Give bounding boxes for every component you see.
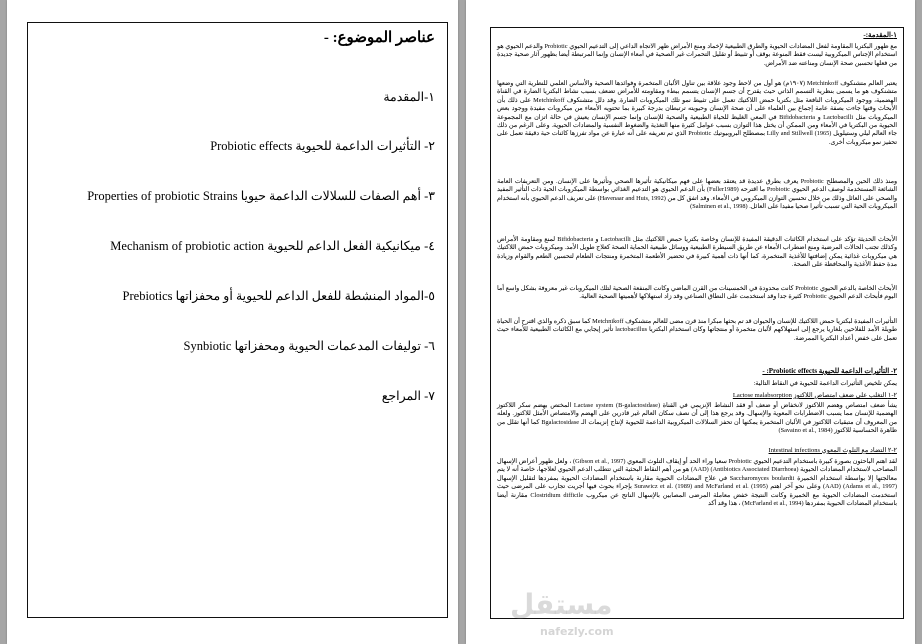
intro-paragraph-6: التأثيرات المفيدة لبكتريا حمض اللاكتيك للإنسان والحيوان قد تم بحثها مبكرا منذ قرن مضى للعالم متشنكوف Metchnikoff كما سبق ذكره والذي اقترح أن الحياة طويلة الأمد للفلاحين بلغاريا يرجع إلى استهلاكهم لألبان متخمرة أو منتجاتها وكان استخدام البكتريا lactobacillus تأثير إيجابي مع الكائنات الطبيعية للأمعاء حيث تعمل على خفض أعداد البكتريا الممرضة. (497, 318, 897, 342)
toc-item-en: Synbiotic (183, 339, 232, 353)
toc-item-prebiotics (123, 288, 435, 304)
watermark-logo: مستقل (510, 588, 613, 621)
toc-item-strain-properties (87, 188, 435, 204)
toc-item-en: Probiotic effects (210, 139, 293, 153)
infections-paragraph: لقد اهتم الباحثون بصورة كبيرة باستخدام التدعيم الحيوي Probiotic سعيا وراء الحد أو إيقاف التلوث المعوي (Gibson et al., 1997) ، ولعل ظهور أعراض الإسهال المصاحب لاستخدام المضادات الحيوية (Antibiotics Associated Diarrhoea) (AAD) هو من أهم النقاط البحثية التي تتطلب الدعم الحيوي لعلاجها، خاصة أنه لا يتم معالجتها إلا بواسطة استخدام الخميرة Saccharomyces boulardii في علاج المضادات الحيوية مقارنة باستخدام المضادات الحيوية بمفردها لتقليل الإسهال (Adams et al., 1997) (AAD) وعلى نحو آخر اهتم Surawicz et al. (1989) and McFarland et al. (1995) بإجراء بحوث فيها أجريت تجارب على المرضى حيث استخدمت المضادات الحيوية مع الخميرة وكانت النتيجة خفض معاملة المرضى المصابين بالإسهال الناتج عن ميكروب Clostridium difficile مقارنة أيضا باستخدام المضادات الحيوية بمفردها (McFarland et al., 1994) ، هذا وقد أكد (497, 458, 897, 508)
intro-paragraph-1: مع ظهور البكتريا المقاومة لفعل المضادات الحيوية والطرق الطبيعية لإخماد ومنع الأمراض ظهر الاتجاه الداعي إلى التدعيم الحيوي Probiotic والدعم الحيوي هو استخدام الإجناس الميكروبية ليست فقط المنوعة بوقف أو تثبيط أو تقليل التحمرات غير الصحية في أمعاء الإنسان وإنما المرتبطة أيضا بظهور آثار صحية جديدة من فعلها تحسين صحة الإنسان ومناعته ضد الأمراض. (497, 43, 897, 67)
intro-paragraph-3: ومنذ ذلك الحين والمصطلح Probiotic يعرف بطرق عديدة قد يعتقد بعضها على فهم ميكانيكية تأثيرها الصحي وتأثيرها على الإنسان. ومن التعريفات العامة الشائعة المستخدمة لوصف الدعم الحيوي Probiotic ما اقترحه (Fuller1989) بأن الدعم الحيوي هو التدعيم الغذائي بواسطة الميكروبات الحية ذات التأثير المفيد والصحي على العائل وذلك من خلال تحسين التوازن الميكروبي في الأمعاء. وقد اتفق كل من (Havenaar and Huis, 1992) على تعريف الدعم الحيوي بأنه استخدام الميكروبات الحية التي تسبب تأثيرا صحيا مفيدا على العائل. (Salminen et al., 1998) (497, 178, 898, 211)
left-page-border (27, 22, 448, 618)
watermark-url: nafezly.com (540, 625, 614, 638)
right-document-page (466, 0, 915, 644)
effects-intro-paragraph: يمكن تلخيص التأثيرات الداعمة للحيوية في النقاط التالية: (753, 380, 897, 387)
left-document-page (7, 0, 458, 644)
toc-item-en: Prebiotics (122, 289, 173, 303)
right-page-border (490, 27, 904, 619)
toc-item-ar: ٤- ميكانيكية الفعل الداعم للحيوية (267, 239, 435, 253)
toc-item-introduction: ١-المقدمة (383, 90, 435, 104)
toc-item-probiotic-effects (210, 138, 435, 154)
section-heading-introduction: ١-المقدمة:- (863, 31, 897, 39)
toc-item-references: ٧- المراجع (381, 389, 435, 403)
section-heading-probiotic-effects: ٢- التأثيرات الداعمة للحيوية Probiotic effects: - (762, 367, 897, 375)
intro-paragraph-2: يعتبر العالم متشنكوف Metchinkoff (١٩٠٧م) هو أول من لاحظ وجود علاقة بين تناول الألبان المتخمرة وفوائدها الصحية والأساس العلمي للنظرية التي وضعها متشنكوف هو ما يسمى بنظرية التسمم الذاتي حيث يقترح أن جسم الإنسان يتسمم ببطء ومقاومته للأمراض تضعف بسبب نشاط البكتريا الضارة في القناة الهضمية، ووجود الميكروبات النافعة مثل بكتريا حمض اللاكتيك تعمل على تثبيط نمو تلك الميكروبات الضارة. وقد دلل متشنكوف Metchinkoff على ذلك بأن الأبحاث وقتها جاءت بصفة عامة إجماع بين العلماء على أن صحة الإنسان وحيويته ترتبطان بدرجة كبيرة بما تحتويه الأمعاء من ميكروبات مفيدة ووجود بعض الميكروبات مثل Lactobacilli و Bifidobacteria في المعي الغليظ للحياة الطبيعية والصحية للإنسان وإنما جسم الإنسان يعيش في حالة اتزان مع المجموعة الحيوية من البكتريا في الأمعاء ومن الممكن أن يختل هذا التوازن بسبب عوامل كثيرة منها التغذية والضغوط النفسية والمضادات الحيوية. وعلى الرغم من ذلك جاء العالم ليلي وستيلويل Lilly and Stillwell (1965) بمصطلح البروبيوتيك Probiotic الذي تم تعريفه على أنه عبارة عن مواد تفرزها كائنات حية دقيقة تعمل على تحفيز نمو ميكروبات أخرى. (497, 80, 898, 146)
intro-paragraph-4: الأبحاث الحديثة تؤكد على استخدام الكائنات الدقيقة المفيدة للإنسان وخاصة بكتريا حمض اللاكتيك مثل Lactobacilli و Bifidobacteria لمنع ومقاومة الأمراض وكذلك تجنب الحالات المرضية ومنع اضطراب الأمعاء عن طريق السيطرة الطبيعية ووسائل طبيعية الحماية الصحة كعلاج طويل الأمد. وميكروبات حمض اللاكتيك هي ميكروبات غذائية يمكن إضافتها للأغذية المتخمرة، كما أنها ذات أهمية كبيرة في تحضير الأطعمة المتخمرة ومنتجات الطعام لتحسين الطعم والقوام وزيادة مدة حفظ الأغذية والمحافظة على الصحة. (497, 236, 897, 269)
toc-item-ar: ٣- أهم الصفات للسلالات الداعمة حيويا (240, 189, 435, 203)
toc-item-synbiotic (184, 338, 435, 354)
toc-item-ar: ٢- التأثيرات الداعمة للحيوية (295, 139, 435, 153)
intro-paragraph-5: الأبحاث الخاصة بالدعم الحيوي Probiotic كانت محدودة في الخمسينات من القرن الماضي وكانت المنفعة الصحية لتلك الميكروبات غير معروفة بشكل واسع أما اليوم فأبحاث الدعم الحيوي Probiotic كثيرة جدا وقد استخدمت على النطاق الصناعي وقد زاد استهلاكها لأهميتها الصحية العالية. (497, 285, 897, 301)
subheading-intestinal-infections: ٢-٢ التضاد مع التلوث المعوي Intestinal infections (768, 447, 897, 454)
toc-title: عناصر الموضوع: - (323, 30, 435, 46)
toc-item-en: Properties of probiotic Strains (87, 189, 238, 203)
toc-item-mechanism (110, 238, 435, 254)
toc-item-ar: ٦- توليفات المدعمات الحيوية ومحفزاتها (234, 339, 435, 353)
toc-item-ar: ٥-المواد المنشطة للفعل الداعم للحيوية أو محفزاتها (175, 289, 435, 303)
lactose-paragraph: يشأ ضعف امتصاص وهضم اللاكتوز لانخفاض أو ضعف أو فقد النشاط الإنزيمي في القناة Lactase system (B-galactosidase) المختص بهضم سكر اللاكتوز الهضمية للإنسان مما يسبب الاضطرابات المعوية والإسهال. وقد يرجع هذا إلى أن نصف سكان العالم غير قادرين على الهضم والامتصاص الأمثل للاكتوز. ولعله من المعروف أن متبقيات اللاكتوز في الألبان المتخمرة يمكنها أن تحفز السلالات الميكروبية الداعمة للحيوية لإنتاج إنزيمات الـ Bgalactosidase كما أنها تقلل من ظاهرة الحساسية للاكتوز (Savaino et al., 1984) (497, 402, 898, 435)
toc-item-en: Mechanism of probiotic action (110, 239, 265, 253)
subheading-lactose-malabsorption: ٢-١ التغلب على ضعف امتصاص اللاكتوز Lactose malabsorption (732, 392, 897, 399)
